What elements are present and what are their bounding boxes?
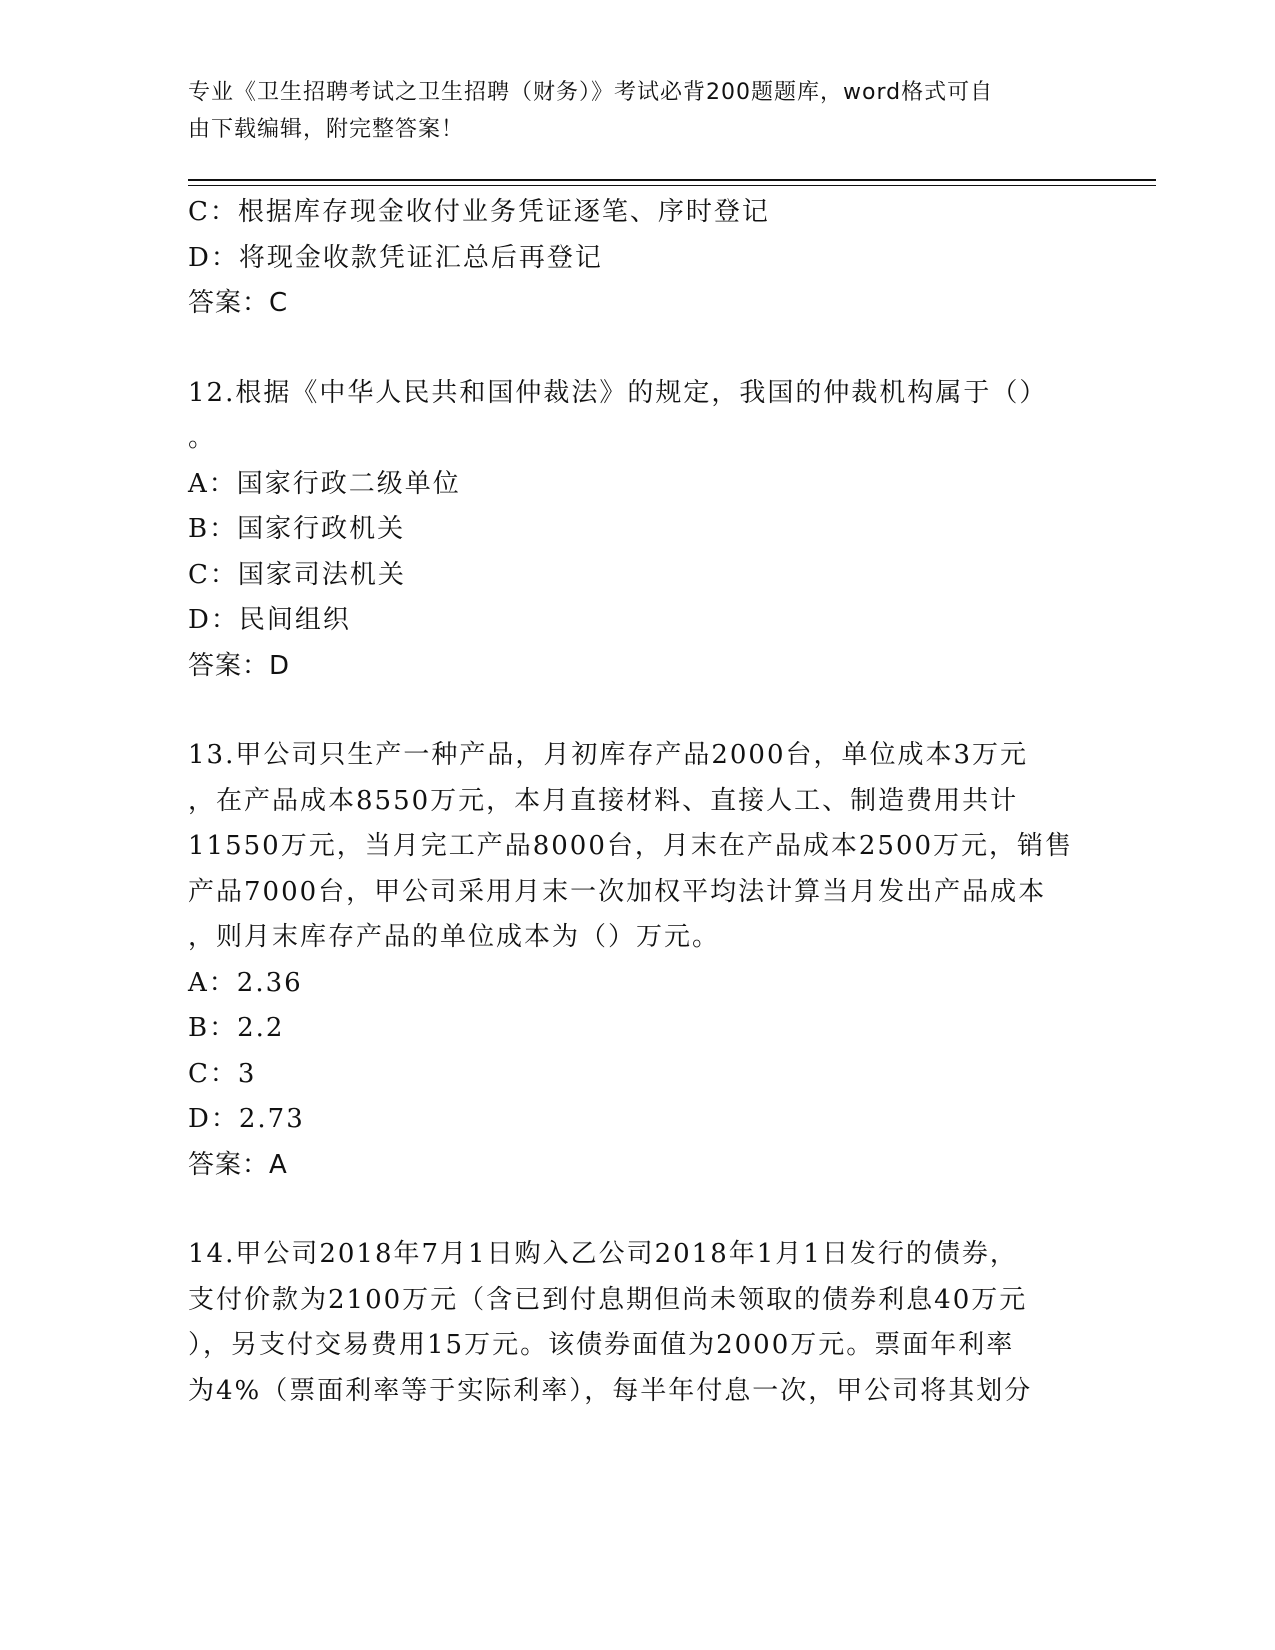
answer-line: 答案：A	[188, 1149, 288, 1180]
option-c: C：国家司法机关	[188, 559, 406, 590]
section-gap	[188, 689, 1088, 733]
question-stem-line: ，在产品成本8550万元，本月直接材料、直接人工、制造费用共计	[188, 785, 1019, 816]
option-d: D：2.73	[188, 1104, 305, 1134]
option-b: B：国家行政机关	[188, 514, 406, 544]
header-rule-thick	[188, 179, 1156, 181]
question-11-tail	[188, 190, 1088, 327]
option-d: D：民间组织	[188, 605, 351, 635]
question-stem-line: 。	[188, 423, 217, 453]
question-stem-line: ），另支付交易费用15万元。该债券面值为2000万元。票面年利率	[188, 1330, 1015, 1360]
answer-line: 答案：D	[188, 650, 291, 681]
question-stem-line: 11550万元，当月完工产品8000台，月末在产品成本2500万元，销售	[188, 831, 1074, 861]
option-c: C：根据库存现金收付业务凭证逐笔、序时登记	[188, 197, 770, 227]
question-stem-line: 产品7000台，甲公司采用月末一次加权平均法计算当月发出产品成本	[188, 876, 1047, 907]
header-line-1: 专业《卫生招聘考试之卫生招聘（财务）》考试必背200题题库，word格式可自	[188, 80, 994, 105]
option-b: B：2.2	[188, 1013, 285, 1043]
header-line-2: 由下载编辑，附完整答案！	[188, 117, 465, 142]
option-c: C：3	[188, 1058, 257, 1089]
question-13	[188, 733, 1088, 1188]
question-stem-line: 为4%（票面利率等于实际利率），每半年付息一次，甲公司将其划分	[188, 1375, 1033, 1406]
option-a: A：国家行政二级单位	[188, 468, 461, 499]
document-body	[188, 190, 1088, 1414]
document-header	[188, 74, 1068, 148]
question-stem-line: 12.根据《中华人民共和国仲裁法》的规定，我国的仲裁机构属于（）	[188, 377, 1048, 408]
header-rule-thin	[188, 185, 1156, 186]
question-stem-line: 支付价款为2100万元（含已到付息期但尚未领取的债券利息40万元	[188, 1284, 1028, 1315]
question-stem-line: 13.甲公司只生产一种产品，月初库存产品2000台，单位成本3万元	[188, 740, 1029, 770]
question-14	[188, 1232, 1088, 1414]
answer-line: 答案：C	[188, 288, 289, 318]
question-stem-line: ，则月末库存产品的单位成本为（）万元。	[188, 922, 721, 952]
option-a: A：2.36	[188, 967, 303, 998]
section-gap	[188, 1188, 1088, 1232]
question-12	[188, 371, 1088, 690]
option-d: D：将现金收款凭证汇总后再登记	[188, 242, 603, 273]
question-stem-line: 14.甲公司2018年7月1日购入乙公司2018年1月1日发行的债券，	[188, 1239, 1018, 1269]
section-gap	[188, 327, 1088, 371]
